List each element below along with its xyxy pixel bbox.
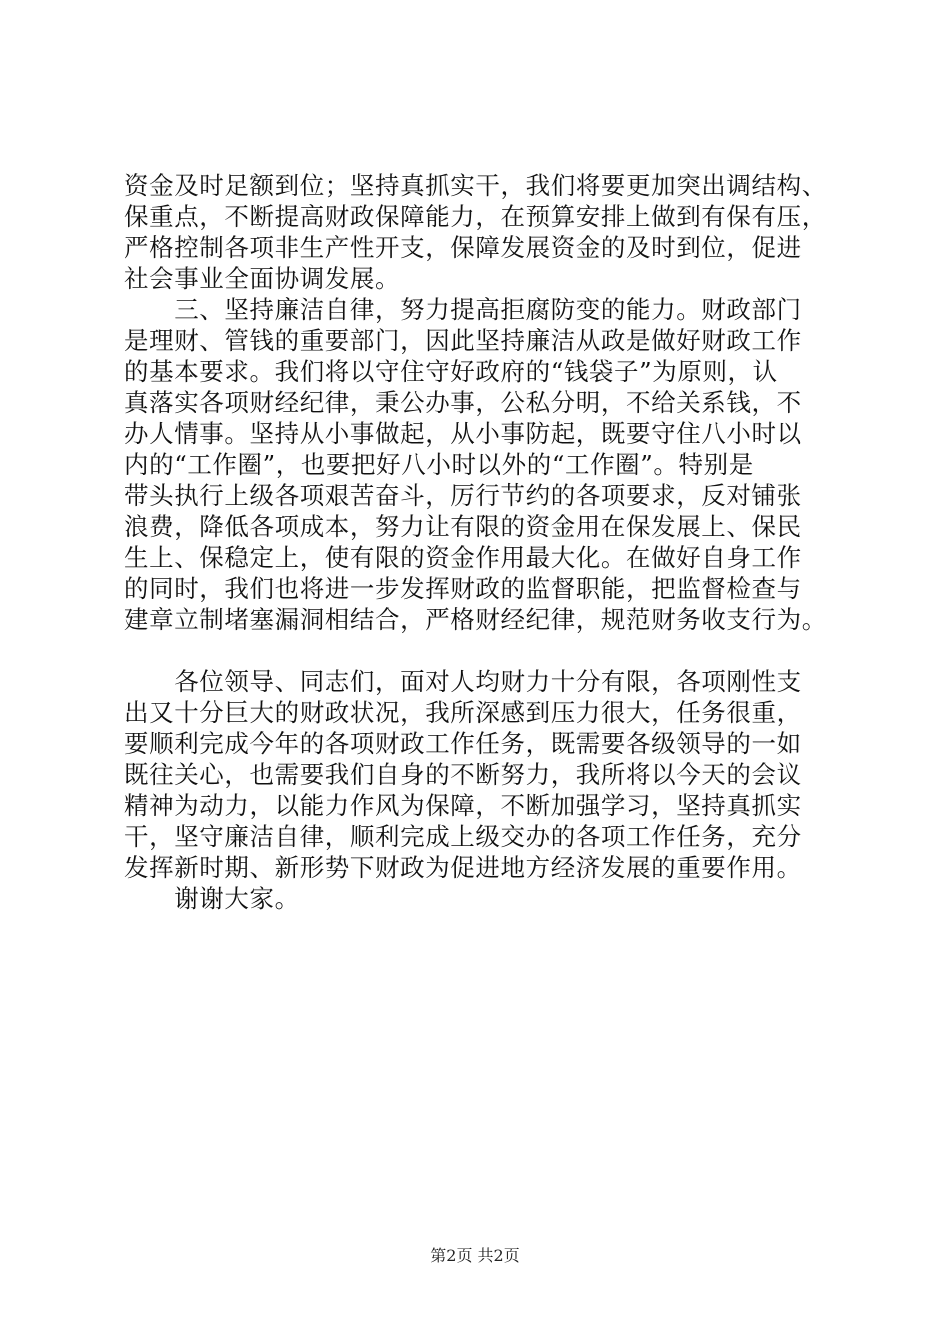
text-line: 建章立制堵塞漏洞相结合，严格财经纪律，规范财务收支行为。 <box>124 605 827 634</box>
text-line: 内的“工作圈”，也要把好八小时以外的“工作圈”。特别是 <box>124 450 754 479</box>
text-line: 浪费，降低各项成本，努力让有限的资金用在保发展上、保民 <box>124 512 802 541</box>
text-line: 资金及时足额到位；坚持真抓实干，我们将要更加突出调结构、 <box>124 171 827 200</box>
text-line: 出又十分巨大的财政状况，我所深感到压力很大，任务很重， <box>124 698 802 727</box>
text-line: 的基本要求。我们将以守住守好政府的“钱袋子”为原则，认 <box>124 357 778 386</box>
text-line: 要顺利完成今年的各项财政工作任务，既需要各级领导的一如 <box>124 729 802 758</box>
paragraph-gap <box>124 635 850 666</box>
text-line: 办人情事。坚持从小事做起，从小事防起，既要守住八小时以 <box>124 419 802 448</box>
text-line: 保重点，不断提高财政保障能力，在预算安排上做到有保有压， <box>124 202 827 231</box>
text-line: 发挥新时期、新形势下财政为促进地方经济发展的重要作用。 <box>124 853 802 882</box>
text-line: 既往关心，也需要我们自身的不断努力，我所将以今天的会议 <box>124 760 802 789</box>
text-line: 社会事业全面协调发展。 <box>124 264 401 293</box>
text-line: 干，坚守廉洁自律，顺利完成上级交办的各项工作任务，充分 <box>124 822 802 851</box>
text-line: 生上、保稳定上，使有限的资金作用最大化。在做好自身工作 <box>124 543 802 572</box>
text-line: 带头执行上级各项艰苦奋斗，厉行节约的各项要求，反对铺张 <box>124 481 802 510</box>
text-line: 谢谢大家。 <box>124 884 300 913</box>
text-line: 严格控制各项非生产性开支，保障发展资金的及时到位，促进 <box>124 233 802 262</box>
text-line: 是理财、管钱的重要部门，因此坚持廉洁从政是做好财政工作 <box>124 326 802 355</box>
text-line: 精神为动力，以能力作风为保障，不断加强学习，坚持真抓实 <box>124 791 802 820</box>
text-line: 三、坚持廉洁自律，努力提高拒腐防变的能力。财政部门 <box>124 295 802 324</box>
text-line: 真落实各项财经纪律，秉公办事，公私分明，不给关系钱，不 <box>124 388 802 417</box>
document-body <box>124 170 850 914</box>
text-line: 各位领导、同志们，面对人均财力十分有限，各项刚性支 <box>124 667 802 696</box>
page-number-footer: 第2页 共2页 <box>430 1246 520 1265</box>
text-line: 的同时，我们也将进一步发挥财政的监督职能，把监督检查与 <box>124 574 802 603</box>
